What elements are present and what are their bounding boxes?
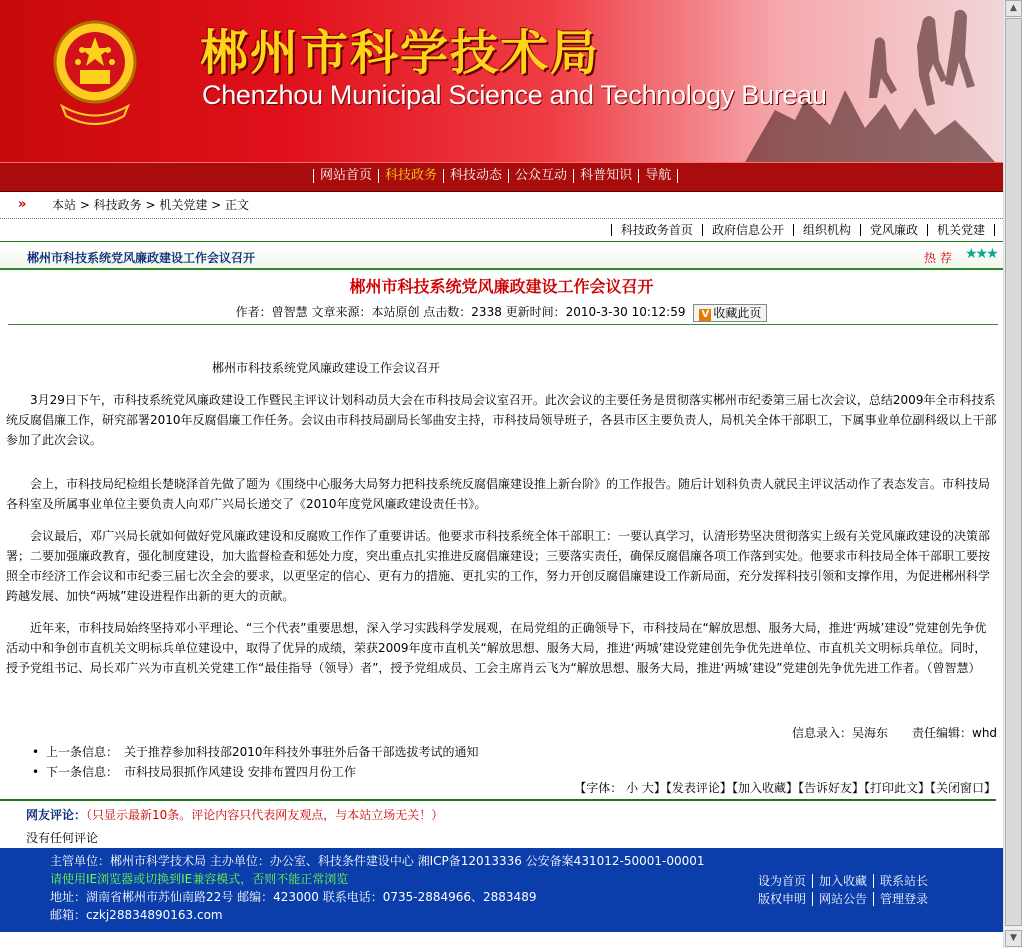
article-meta-text: 作者：曾智慧 文章来源：本站原创 点击数：2338 更新时间：2010-3-30 10:12:59 [235, 305, 686, 319]
add-favorite-footer-link[interactable]: 加入收藏 [812, 874, 873, 888]
nav-item-news[interactable]: 科技动态 [443, 169, 508, 183]
scroll-thumb[interactable] [1005, 18, 1022, 926]
subnav-item-disclosure[interactable]: 政府信息公开 [702, 224, 793, 236]
article-title: 郴州市科技系统党风廉政建设工作会议召开 [349, 277, 654, 296]
font-large-link[interactable]: 大】 [641, 781, 666, 795]
article-title-bar [0, 244, 1003, 270]
footer-line: 邮箱：czkj28834890163.com [50, 908, 223, 922]
nav-item-guide[interactable]: 导航 [638, 169, 678, 183]
editor: 责任编辑：whd [912, 726, 998, 740]
star-rating-icon: ★★★ [965, 246, 997, 262]
prev-link[interactable]: 关于推荐参加科技部2010年科技外事驻外后备干部选拔考试的通知 [124, 745, 479, 759]
comments-empty: 没有任何评论 [26, 831, 99, 845]
article-body [6, 352, 998, 678]
comments-note: （只显示最新10条。评论内容只代表网友观点，与本站立场无关！） [86, 808, 444, 822]
nav-item-interaction[interactable]: 公众互动 [508, 169, 573, 183]
sub-nav [0, 218, 1003, 242]
next-link[interactable]: 市科技局狠抓作风建设 安排布置四月份工作 [124, 765, 356, 779]
tell-friend-link[interactable]: 【告诉好友】 [797, 781, 864, 795]
article-paragraph: 近年来，市科技局始终坚持邓小平理论、“三个代表”重要思想，深入学习实践科学发展观，在局党组的正确领导下，市科技局在“解放思想、服务大局，推进‘两城’建设”党建创先争优活动中和争创市直机关文明标兵单位建设中，取得了优异的成绩，荣获2009年度市直机关“解放思想、服务大局，推进‘两城’建设党建创先争优先进单位、市直机关文明标兵单位。同时，授予党组书记、局长邓广兴为市直机关党建工作“最佳指导（领导）者”，授予党组成员、工会主席肖云飞为“解放思想、服务大局，推进‘两城’建设”党建创先争优先进工作者。（曾智慧） [6, 621, 987, 675]
footer-line: 主管单位：郴州市科学技术局 主办单位：办公室、科技条件建设中心 湘ICP备12013336 公安备案431012-50001-00001 [50, 854, 705, 868]
article-meta [0, 301, 1003, 323]
comments-section [26, 806, 443, 846]
footer-links [752, 872, 934, 908]
copyright-link[interactable]: 版权申明 [758, 892, 807, 906]
site-title: 郴州市科学技术局 [200, 25, 601, 81]
font-small-link[interactable]: 小 [626, 781, 639, 795]
add-favorite-link[interactable]: 【加入收藏】 [731, 781, 798, 795]
main-nav [0, 162, 1003, 192]
hot-recommend-label: 热 荐 [924, 251, 952, 265]
nav-item-home[interactable]: 网站首页 [313, 169, 378, 183]
close-window-link[interactable]: 【关闭窗口】 [929, 781, 996, 795]
contact-webmaster-link[interactable]: 联系站长 [873, 874, 934, 888]
article-subtitle: 郴州市科技系统党风廉政建设工作会议召开 [212, 361, 441, 375]
set-homepage-link[interactable]: 设为首页 [758, 874, 807, 888]
footer-info [50, 852, 705, 924]
nav-item-affairs[interactable]: 科技政务 [378, 169, 443, 183]
announcement-link[interactable]: 网站公告 [812, 892, 873, 906]
article-paragraph: 会议最后，邓广兴局长就如何做好党风廉政建设和反腐败工作作了重要讲话。他要求市科技系统全体干部职工：一要认真学习，认清形势坚决贯彻落实上级有关党风廉政建设的决策部署；二要加强廉政教育，强化制度建设，加大监督检查和惩处力度，突出重点扎实推进反腐倡廉建设；三要落实责任，确保反腐倡廉各项工作落到实处。他要求市科技局全体干部职工要按照全市经济工作会议和市纪委三届七次全会的要求，以更坚定的信心、更有力的措施、更扎实的工作，努力开创反腐倡廉建设工作新局面，充分发挥科技引领和支撑作用，为促进郴州科学跨越发展、加快“两城”建设进程作出新的更大的贡献。 [6, 529, 991, 603]
subnav-item-org[interactable]: 组织机构 [793, 224, 860, 236]
article-paragraph: 会上，市科技局纪检组长楚晓泽首先做了题为《围绕中心服务大局努力把科技系统反腐倡廉建设推上新台阶》的工作报告。随后计划科负责人就民主评议活动作了表态发言。市科技局各科室及所属事业单位主要负责人向邓广兴局长递交了《2010年度党风廉政建设责任书》。 [6, 477, 991, 511]
breadcrumb-path[interactable]: 本站 > 科技政务 > 机关党建 > 正文 [52, 198, 250, 212]
prev-item [32, 742, 479, 762]
nav-item-science[interactable]: 科普知识 [573, 169, 638, 183]
scroll-up-icon[interactable]: ▲ [1005, 0, 1022, 17]
header-banner [0, 0, 1003, 162]
recorder: 信息录入：吴海东 [792, 726, 889, 740]
comments-heading: 网友评论： [26, 808, 87, 822]
next-label: 下一条信息： [46, 765, 119, 779]
post-comment-link[interactable]: 【发表评论】 [665, 781, 732, 795]
footer [0, 848, 1003, 932]
double-arrow-icon: » [18, 197, 25, 212]
print-link[interactable]: 【打印此文】 [863, 781, 930, 795]
site-subtitle: Chenzhou Municipal Science and Technology Bureau [202, 80, 827, 110]
statue-icon [735, 0, 1003, 162]
scrollbar[interactable] [1003, 0, 1022, 948]
divider [8, 324, 998, 325]
subnav-item-home[interactable]: 科技政务首页 [611, 224, 702, 236]
subnav-item-integrity[interactable]: 党风廉政 [860, 224, 927, 236]
title-bar-text: 郴州市科技系统党风廉政建设工作会议召开 [27, 251, 256, 265]
national-emblem-icon [52, 10, 138, 130]
article-credits [0, 724, 1003, 744]
article-paragraph: 3月29日下午，市科技系统党风廉政建设工作暨民主评议计划科动员大会在市科技局会议室召开。此次会议的主要任务是贯彻落实郴州市纪委第三届七次会议，总结2009年全市科技系统反腐倡廉工作，研究部署2010年反腐倡廉工作任务。会议由市科技局副局长邹曲安主持，市科技局领导班子，各县市区主要负责人，局机关全体干部职工，下属事业单位副科级以上干部参加了此次会议。 [6, 393, 997, 447]
bookmark-label: 收藏此页 [713, 305, 762, 320]
prev-next [32, 742, 479, 782]
bookmark-button[interactable] [693, 304, 767, 322]
scroll-down-icon[interactable]: ▼ [1005, 930, 1022, 947]
prev-label: 上一条信息： [46, 745, 119, 759]
breadcrumb [0, 194, 1003, 216]
footer-browser-note: 请使用IE浏览器或切换到IE兼容模式，否则不能正常浏览 [50, 872, 349, 886]
footer-line: 地址：湖南省郴州市苏仙南路22号 邮编：423000 联系电话：0735-2884966、2883489 [50, 890, 537, 904]
admin-login-link[interactable]: 管理登录 [873, 892, 934, 906]
font-size-label: 【字体： [574, 781, 623, 795]
bookmark-icon: V [699, 309, 711, 321]
article-tools [0, 779, 996, 801]
subnav-item-party[interactable]: 机关党建 [927, 224, 995, 236]
